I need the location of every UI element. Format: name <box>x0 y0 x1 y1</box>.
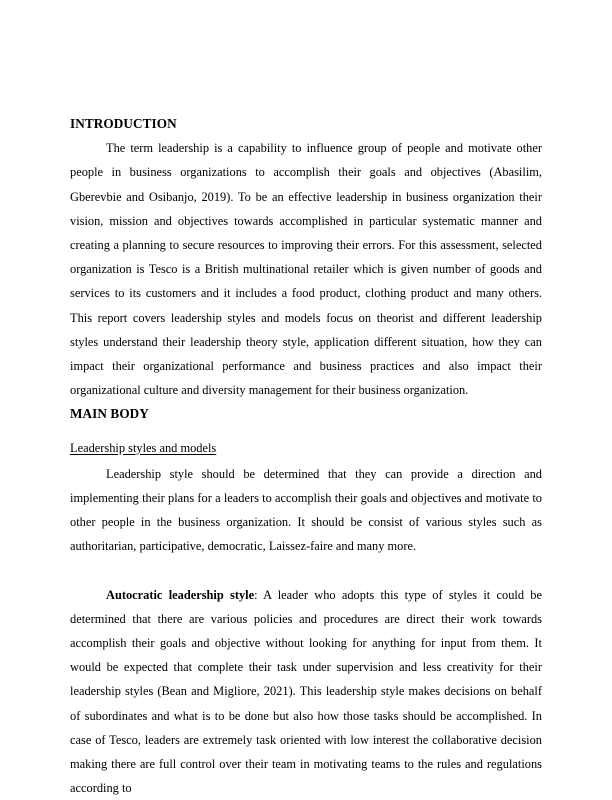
subheading-leadership-styles-and-models: Leadership styles and models <box>70 440 217 455</box>
page-content <box>70 112 542 800</box>
lead-label-autocratic-leadership-style: Autocratic leadership style <box>106 587 255 602</box>
subheading-row <box>70 436 542 460</box>
heading-main-body: MAIN BODY <box>70 406 149 422</box>
paragraph-introduction-1: The term leadership is a capability to influence group of people and motivate other people in business organizations to accomplish their goals and objectives (Abasilim, Gberevbie and Osibanjo, 2019). To be an effective leadership in business organization their vision, mission and objectives towards accomplished in particular systematic manner and creating a planning to secure resources to improving their errors. For this assessment, selected organization is Tesco is a British multinational retailer which is given number of goods and services to its customers and it includes a food product, clothing product and many others. This report covers leadership styles and models focus on theorist and different leadership styles understand their leadership theory style, application different situation, how they can impact their organizational performance and business practices and also impact their organizational culture and diversity management for their business organization. <box>70 141 542 398</box>
paragraph-leadership-styles-1: Leadership style should be determined that they can provide a direction and implementing their plans for a leaders to accomplish their goals and objectives and motivate to other people in the business organization. It should be consist of various styles such as authoritarian, participative, democratic, Laissez-faire and many more. <box>70 466 542 554</box>
paragraph-autocratic-body-text: : A leader who adopts this type of styles it could be determined that there are various policies and procedures are direct their work towards accomplish their goals and objective without looking for anything for input from them. It would be expected that complete their task under supervision and less creativity for their leadership styles (Bean and Migliore, 2021). This leadership style makes decisions on behalf of subordinates and what is to be done but also how those tasks should be accomplished. In case of Tesco, leaders are extremely task oriented with low interest the collaborative decision making there are full control over their team in motivating teams to the rules and regulations according to <box>70 587 543 796</box>
heading-introduction: INTRODUCTION <box>70 116 177 131</box>
paragraph-autocratic-leadership-style <box>70 583 542 800</box>
